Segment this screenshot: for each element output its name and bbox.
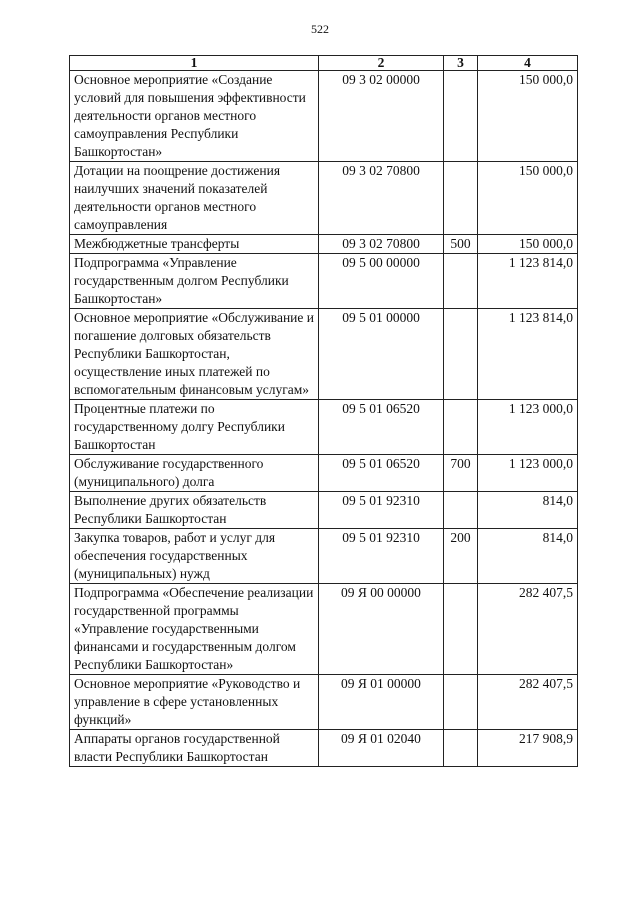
column-header-1: 1 bbox=[70, 56, 319, 71]
row-code: 09 3 02 00000 bbox=[319, 71, 444, 162]
row-name: Дотации на поощрение достижения наилучших значений показателей деятельности органов местного самоуправления bbox=[70, 162, 319, 235]
row-code: 09 3 02 70800 bbox=[319, 162, 444, 235]
table-row bbox=[70, 235, 578, 254]
row-code: 09 Я 01 00000 bbox=[319, 675, 444, 730]
row-name: Основное мероприятие «Создание условий для повышения эффективности деятельности органов местного самоуправления Республики Башкортостан» bbox=[70, 71, 319, 162]
row-code: 09 Я 01 02040 bbox=[319, 730, 444, 767]
row-name: Процентные платежи по государственному долгу Республики Башкортостан bbox=[70, 400, 319, 455]
row-amount: 150 000,0 bbox=[478, 235, 578, 254]
row-type bbox=[444, 675, 478, 730]
table-row bbox=[70, 254, 578, 309]
row-type bbox=[444, 309, 478, 400]
row-type bbox=[444, 254, 478, 309]
table-row bbox=[70, 162, 578, 235]
row-name: Подпрограмма «Обеспечение реализации государственной программы «Управление государственными финансами и государственным долгом Республики Башкортостан» bbox=[70, 584, 319, 675]
row-amount: 1 123 000,0 bbox=[478, 455, 578, 492]
table-row bbox=[70, 71, 578, 162]
row-code: 09 5 01 92310 bbox=[319, 492, 444, 529]
row-amount: 814,0 bbox=[478, 492, 578, 529]
column-header-4: 4 bbox=[478, 56, 578, 71]
row-type bbox=[444, 400, 478, 455]
row-name: Основное мероприятие «Обслуживание и погашение долговых обязательств Республики Башкортостан, осуществление иных платежей по вспомогательным финансовым услугам» bbox=[70, 309, 319, 400]
table-row bbox=[70, 400, 578, 455]
row-amount: 217 908,9 bbox=[478, 730, 578, 767]
table-row bbox=[70, 675, 578, 730]
row-amount: 150 000,0 bbox=[478, 162, 578, 235]
row-code: 09 5 01 06520 bbox=[319, 400, 444, 455]
row-amount: 1 123 814,0 bbox=[478, 309, 578, 400]
row-code: 09 5 01 92310 bbox=[319, 529, 444, 584]
table-header-row bbox=[70, 56, 578, 71]
row-code: 09 5 01 06520 bbox=[319, 455, 444, 492]
row-type bbox=[444, 492, 478, 529]
budget-table bbox=[69, 55, 578, 767]
row-type bbox=[444, 162, 478, 235]
row-amount: 1 123 000,0 bbox=[478, 400, 578, 455]
row-amount: 814,0 bbox=[478, 529, 578, 584]
row-code: 09 Я 00 00000 bbox=[319, 584, 444, 675]
row-type: 500 bbox=[444, 235, 478, 254]
table-row bbox=[70, 529, 578, 584]
row-name: Обслуживание государственного (муниципального) долга bbox=[70, 455, 319, 492]
row-type bbox=[444, 71, 478, 162]
column-header-3: 3 bbox=[444, 56, 478, 71]
row-amount: 150 000,0 bbox=[478, 71, 578, 162]
row-name: Межбюджетные трансферты bbox=[70, 235, 319, 254]
row-type bbox=[444, 584, 478, 675]
table-row bbox=[70, 730, 578, 767]
row-type: 700 bbox=[444, 455, 478, 492]
row-name: Аппараты органов государственной власти Республики Башкортостан bbox=[70, 730, 319, 767]
row-code: 09 3 02 70800 bbox=[319, 235, 444, 254]
row-name: Основное мероприятие «Руководство и управление в сфере установленных функций» bbox=[70, 675, 319, 730]
row-code: 09 5 00 00000 bbox=[319, 254, 444, 309]
row-name: Подпрограмма «Управление государственным долгом Республики Башкортостан» bbox=[70, 254, 319, 309]
row-amount: 282 407,5 bbox=[478, 675, 578, 730]
row-amount: 282 407,5 bbox=[478, 584, 578, 675]
table-row bbox=[70, 309, 578, 400]
column-header-2: 2 bbox=[319, 56, 444, 71]
row-name: Закупка товаров, работ и услуг для обеспечения государственных (муниципальных) нужд bbox=[70, 529, 319, 584]
table-row bbox=[70, 584, 578, 675]
row-amount: 1 123 814,0 bbox=[478, 254, 578, 309]
table-row bbox=[70, 455, 578, 492]
row-type: 200 bbox=[444, 529, 478, 584]
table-row bbox=[70, 492, 578, 529]
row-code: 09 5 01 00000 bbox=[319, 309, 444, 400]
row-type bbox=[444, 730, 478, 767]
page-number: 522 bbox=[311, 22, 329, 36]
row-name: Выполнение других обязательств Республики Башкортостан bbox=[70, 492, 319, 529]
